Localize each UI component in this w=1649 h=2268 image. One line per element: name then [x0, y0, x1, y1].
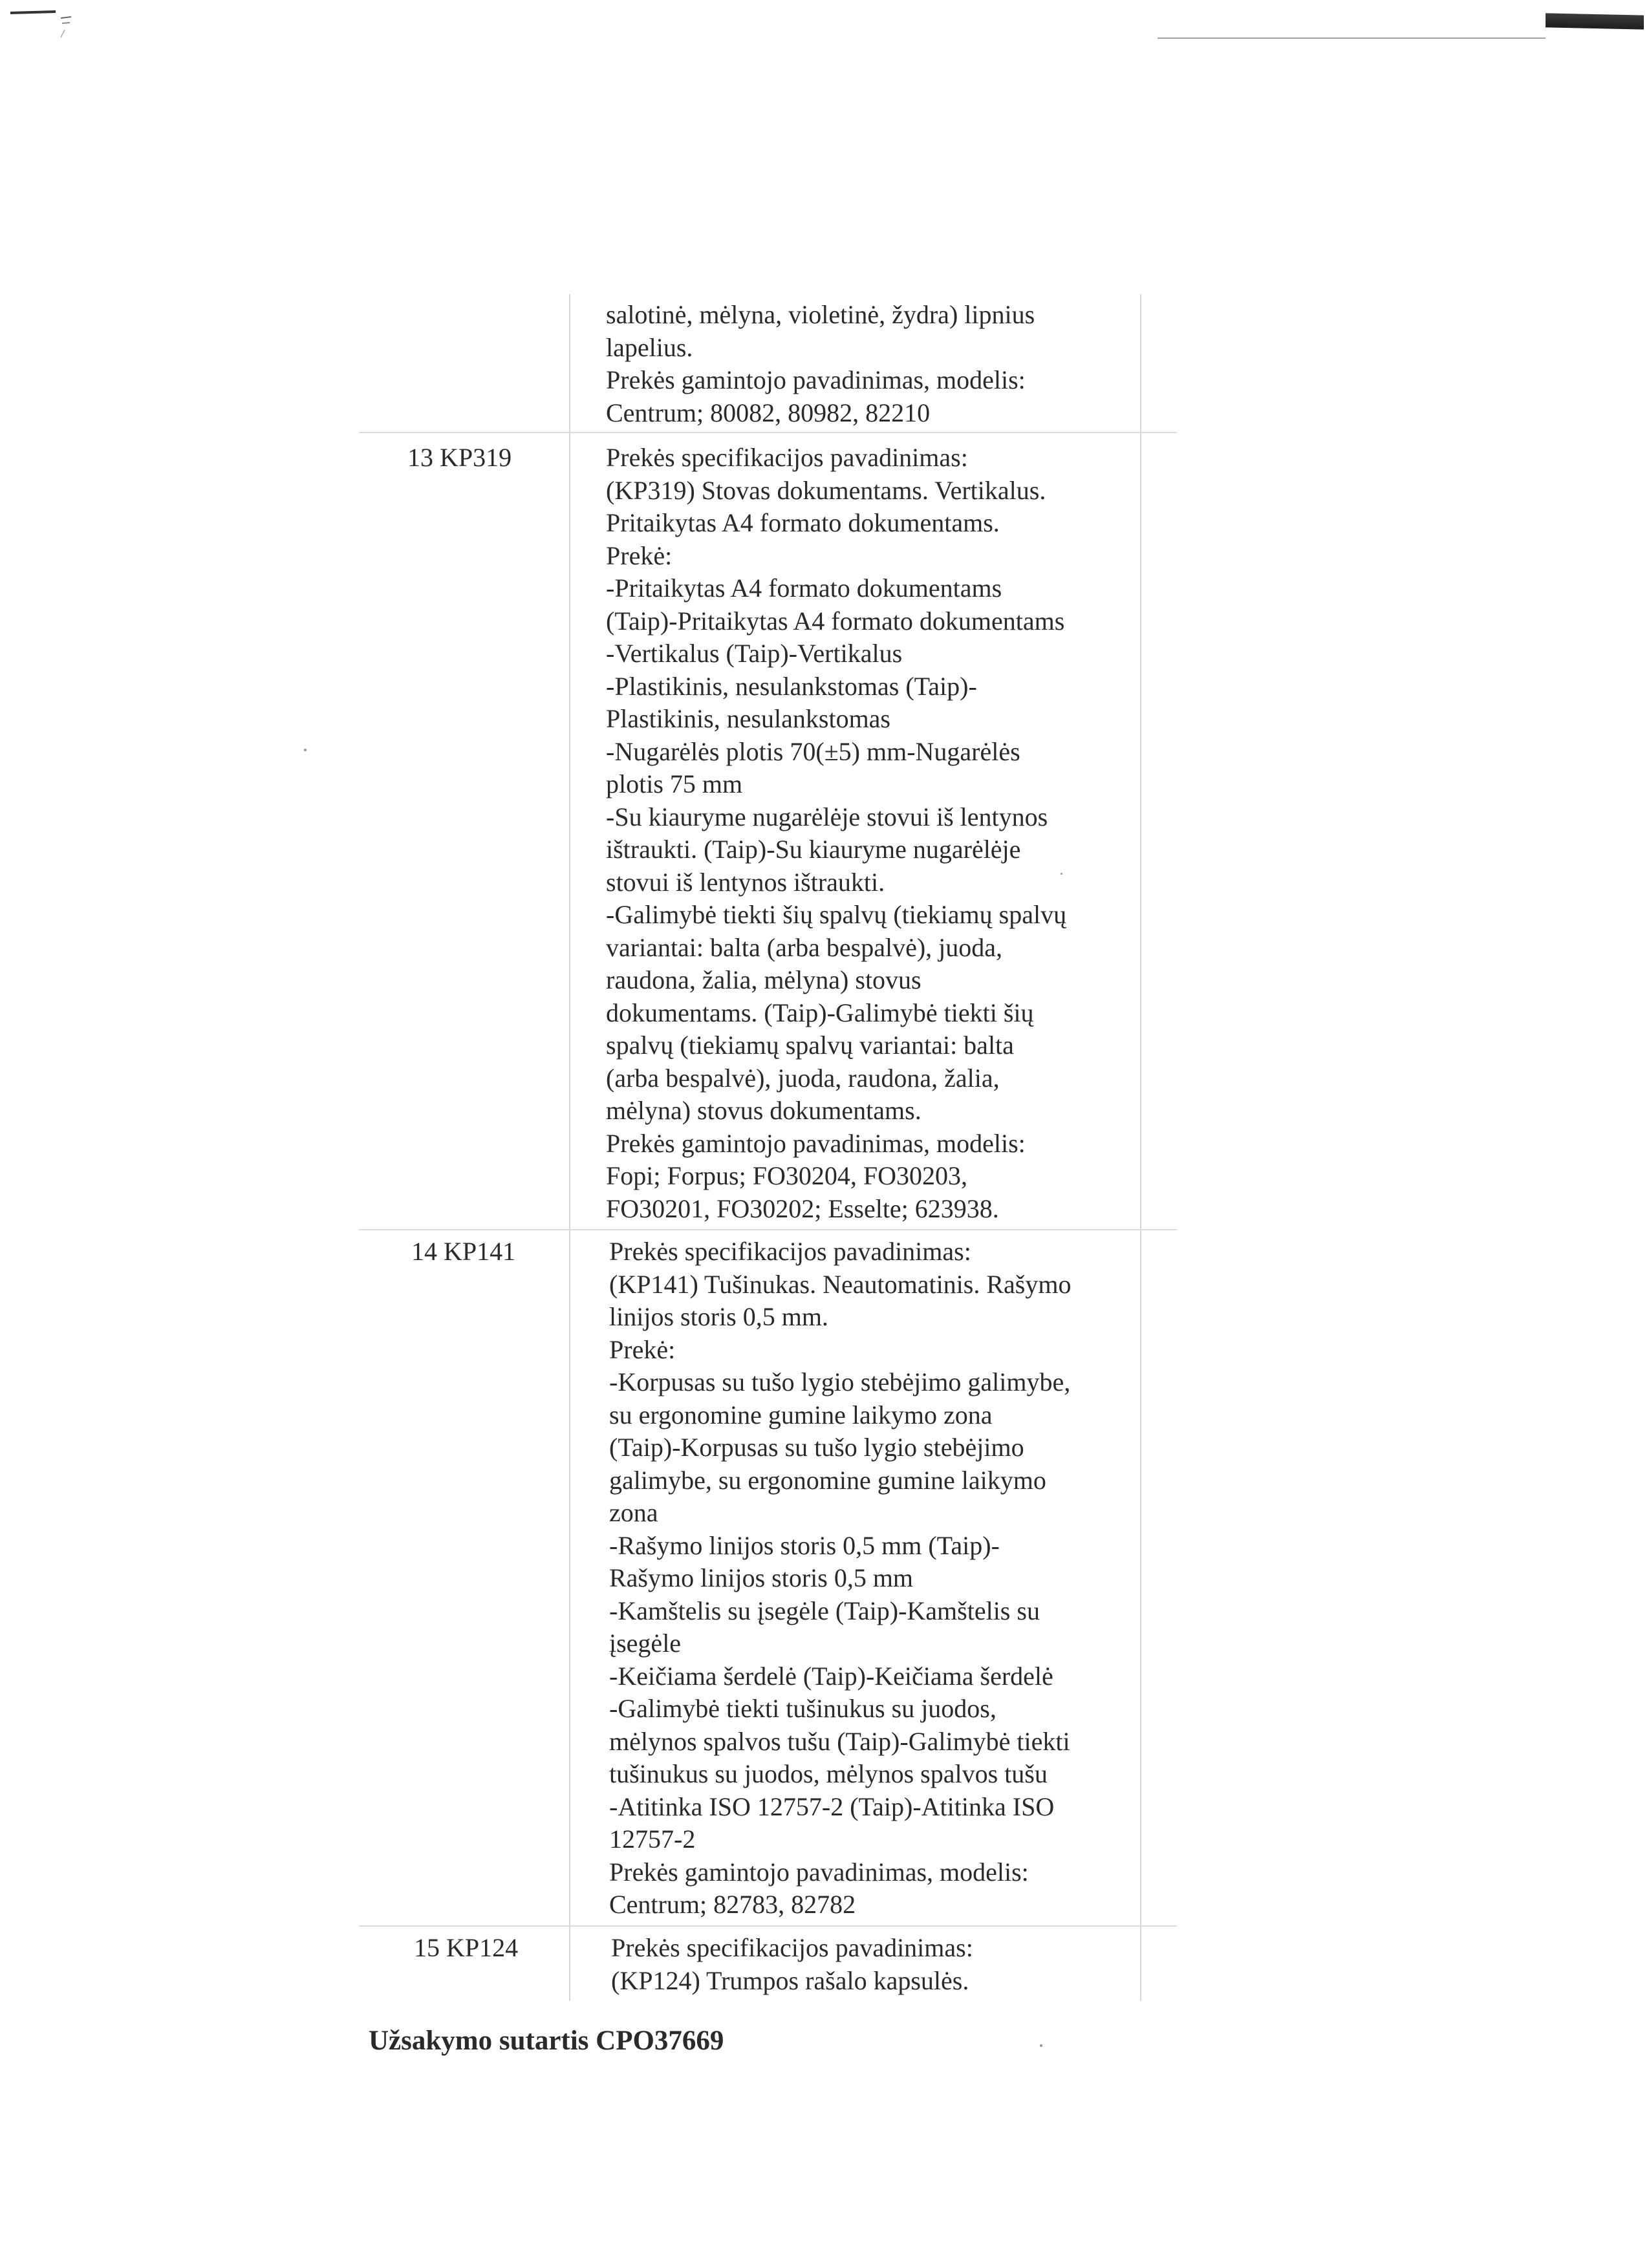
table-row-divider: [359, 1925, 1177, 1927]
table-row-number: [414, 1932, 543, 1964]
table-row-description: Prekės specifikacijos pavadinimas: (KP319) Stovas dokumentams. Vertikalus. Pritaikytas A4 formato dokumentams. Prekė: -Pritaikytas A4 formato dokumentams (Taip)-Pritaikytas A4 formato dokumentams -Vertikalus (Taip)-Vertikalus -Plastikinis, nesulankstomas (Taip)- Plastikinis, nesulankstomas -Nugarėlės plotis 70(±5) mm-Nugarėlės plotis 75 mm -Su kiauryme nugarėlėje stovui iš lentynos ištraukti. (Taip)-Su kiauryme nugarėlėje stovui iš lentynos ištraukti. -Galimybė tiekti šių spalvų (tiekiamų spalvų variantai: balta (arba bespalvė), juoda, raudona, žalia, mėlyna) stovus dokumentams. (Taip)-Galimybė tiekti šių spalvų (tiekiamų spalvų variantai: balta (arba bespalvė), juoda, raudona, žalia, mėlyna) stovus dokumentams. Prekės gamintojo pavadinimas, modelis: Fopi; Forpus; FO30204, FO30203, FO30201, FO30202; Esselte; 623938.: [606, 443, 1067, 1223]
scan-top-rule: [1158, 37, 1546, 39]
table-row-divider: [359, 432, 1177, 433]
table-row-divider: [359, 1229, 1177, 1230]
product-code: KP141: [444, 1237, 516, 1266]
table-row-description: Prekės specifikacijos pavadinimas: (KP124) Trumpos rašalo kapsulės.: [611, 1933, 973, 1995]
scan-speck: [1040, 2044, 1042, 2047]
contract-footer: Užsakymo sutartis CPO37669: [369, 2026, 724, 2056]
table-column-divider: [569, 294, 570, 2001]
table-row-number: [411, 1236, 541, 1268]
table-row-description: Prekės specifikacijos pavadinimas: (KP141) Tušinukas. Neautomatinis. Rašymo linijos storis 0,5 mm. Prekė: -Korpusas su tušo lygio stebėjimo galimybe, su ergonomine gumine laikymo zona (Taip)-Korpusas su tušo lygio stebėjimo galimybe, su ergonomine gumine laikymo zona -Rašymo linijos storis 0,5 mm (Taip)- Rašymo linijos storis 0,5 mm -Kamštelis su įsegėle (Taip)-Kamštelis su įsegėle -Keičiama šerdelė (Taip)-Keičiama šerdelė -Galimybė tiekti tušinukus su juodos, mėlynos spalvos tušu (Taip)-Galimybė tiekti tušinukus su juodos, mėlynos spalvos tušu -Atitinka ISO 12757-2 (Taip)-Atitinka ISO 12757-2 Prekės gamintojo pavadinimas, modelis: Centrum; 82783, 82782: [609, 1237, 1072, 1919]
row-index: 13: [407, 443, 433, 472]
scan-edge-bar: [1546, 13, 1644, 29]
table-row-description: salotinė, mėlyna, violetinė, žydra) lipnius lapelius. Prekės gamintojo pavadinimas, modelis: Centrum; 80082, 80982, 82210: [606, 300, 1035, 427]
table-row-number: [407, 442, 537, 474]
product-code: KP319: [440, 443, 512, 472]
scan-speck: [304, 749, 307, 751]
row-index: 15: [414, 1933, 440, 1962]
row-index: 14: [411, 1237, 437, 1266]
product-code: KP124: [446, 1933, 519, 1962]
scan-corner-mark: [9, 9, 74, 41]
